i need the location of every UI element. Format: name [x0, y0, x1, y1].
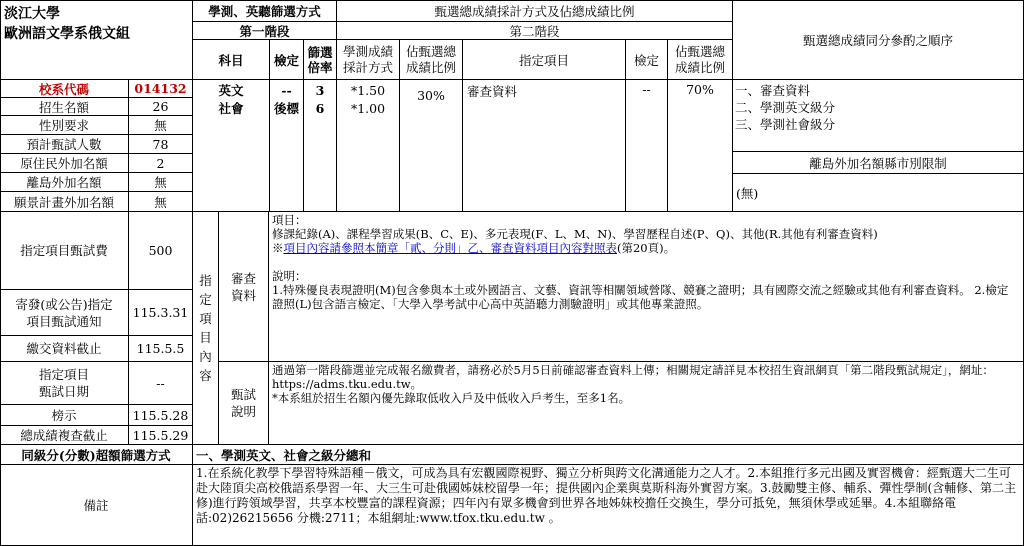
col-ratio2: 佔甄選總成績比例: [668, 40, 733, 80]
stage1-header: 第一階段: [193, 22, 337, 40]
stage1-multipliers: 3 6: [304, 80, 337, 212]
col-score-method: 學測成績採計方式: [337, 40, 400, 80]
method-header: 學測、英聽篩選方式: [193, 0, 337, 22]
stage2-check: --: [626, 80, 668, 212]
info-label: 預計甄試人數: [0, 135, 129, 154]
island-restriction-value: (無): [733, 174, 1024, 212]
schedule-label: 寄發(或公告)指定項目甄試通知: [0, 290, 129, 336]
info-label: 原住民外加名額: [0, 154, 129, 173]
info-label: 招生名額: [0, 98, 129, 116]
schedule-label: 指定項目 甄試日期: [0, 362, 129, 405]
tiebreak-header: 甄選總成績同分參酌之順序: [733, 0, 1024, 80]
col-ratio1: 佔甄選總成績比例: [400, 40, 463, 80]
info-label: 性別要求: [0, 116, 129, 135]
review-note-suffix: (第20頁)。: [617, 241, 676, 255]
department-name: 歐洲語文學系俄文組: [4, 26, 130, 42]
review-items-title: 項目：: [272, 213, 307, 227]
island-restriction-title: 離島外加名額縣市別限制: [733, 152, 1024, 174]
exam-text: 通過第一階段篩選並完成報名繳費者，請務必於5月5日前確認審查資料上傳；相關規定請詳見本校招生資訊網頁「第二階段甄試規定」，網址：https://adms.tku.edu.tw。 *本系組於招生名額內優先錄取低收入戶及中低收入戶考生，至多1名。: [269, 362, 1024, 445]
school-name-cell: [0, 0, 193, 80]
ratio-header: 甄選總成績採計方式及佔總成績比例: [337, 0, 733, 22]
schedule-label: 榜示: [0, 405, 129, 426]
review-items-text: 修課紀錄(A)、課程學習成果(B、C、E)、多元表現(F、L、M、N)、學習歷程自述(P、Q)、其他(R.其他有利審查資料): [272, 227, 878, 241]
info-label: 離島外加名額: [0, 173, 129, 192]
review-explain-text: 1.特殊優良表現證明(M)包含參與本土或外國語言、文藝、資訊等相關領域營隊、競賽之證明；具有國際交流之經驗或其他有利審查資料。 2.檢定證照(L)包含語言檢定、「大學入學考試中心高中英語聽力測驗證明」或其他專業證照。: [272, 283, 1009, 311]
schedule-value: 115.5.28: [129, 405, 193, 426]
schedule-label: 總成績複查截止: [0, 426, 129, 445]
info-value: 無: [129, 173, 193, 192]
review-note: [272, 241, 1017, 255]
schedule-value: 115.5.5: [129, 336, 193, 362]
col-check: 檢定: [270, 40, 304, 80]
content-label: 指 定 項 目 內 容: [193, 212, 219, 445]
stage2-item: 審查資料: [463, 80, 626, 212]
review-note-prefix: ※: [272, 241, 284, 255]
same-score-label: 同級分(分數)超額篩選方式: [0, 445, 193, 465]
tiebreak-item: 二、學測英文級分: [735, 100, 836, 115]
spacer: [272, 255, 1017, 269]
review-label: 審查 資料: [219, 212, 269, 362]
info-label: 願景計畫外加名額: [0, 192, 129, 212]
info-value: 2: [129, 154, 193, 173]
schedule-label: 指定項目甄試費: [0, 212, 129, 290]
info-value: 無: [129, 116, 193, 135]
review-note-link[interactable]: 項目內容請參照本簡章「貳、分則」乙、審查資料項目內容對照表: [283, 241, 617, 255]
schedule-label: 繳交資料截止: [0, 336, 129, 362]
col-subject: 科目: [193, 40, 270, 80]
stage1-ratio: 30%: [400, 80, 463, 212]
info-value: 014132: [129, 80, 193, 98]
stage1-subjects: 英文 社會: [193, 80, 270, 212]
exam-label: 甄試 說明: [219, 362, 269, 445]
schedule-value: 115.3.31: [129, 290, 193, 336]
same-score-value: 一、學測英文、社會之級分總和: [193, 445, 1024, 465]
stage1-methods: *1.50 *1.00: [337, 80, 400, 212]
stage2-header: 第二階段: [337, 22, 733, 40]
review-content: [269, 212, 1024, 362]
school-name: 淡江大學: [4, 6, 60, 22]
col-item: 指定項目: [463, 40, 626, 80]
schedule-value: --: [129, 362, 193, 405]
col-multiplier: 篩選倍率: [304, 40, 337, 80]
review-explain-title: 說明：: [272, 269, 307, 283]
schedule-value: 115.5.29: [129, 426, 193, 445]
tiebreak-list: [733, 80, 1024, 152]
tiebreak-item: 三、學測社會級分: [735, 117, 836, 132]
tiebreak-item: 一、審查資料: [735, 83, 811, 98]
info-label: 校系代碼: [0, 80, 129, 98]
info-value: 78: [129, 135, 193, 154]
remarks-text: 1.在系統化教學下學習特殊語種－俄文，可成為具有宏觀國際視野、獨立分析與跨文化溝通能力之人才。2.本組推行多元出國及實習機會：經甄選大二生可赴大陸頂尖高校俄語系學習一年、大三生可赴俄國姊妹校留學一年；提供國內企業與莫斯科海外實習方案。3.鼓勵雙主修、輔系、彈性學制(含輔修、第二主修)進行跨領域學習，共享本校豐富的課程資源；四年內有眾多機會到世界各地姊妹校擔任交換生，學分可抵免，無須休學或延畢。4.本組聯絡電話:02)26215656 分機:2711；本組網址:www.tfox.tku.edu.tw 。: [193, 465, 1024, 546]
col-check2: 檢定: [626, 40, 668, 80]
schedule-value: 500: [129, 212, 193, 290]
stage2-ratio: 70%: [668, 80, 733, 212]
info-value: 26: [129, 98, 193, 116]
stage1-checks: -- 後標: [270, 80, 304, 212]
info-value: 無: [129, 192, 193, 212]
remarks-label: 備註: [0, 465, 193, 546]
